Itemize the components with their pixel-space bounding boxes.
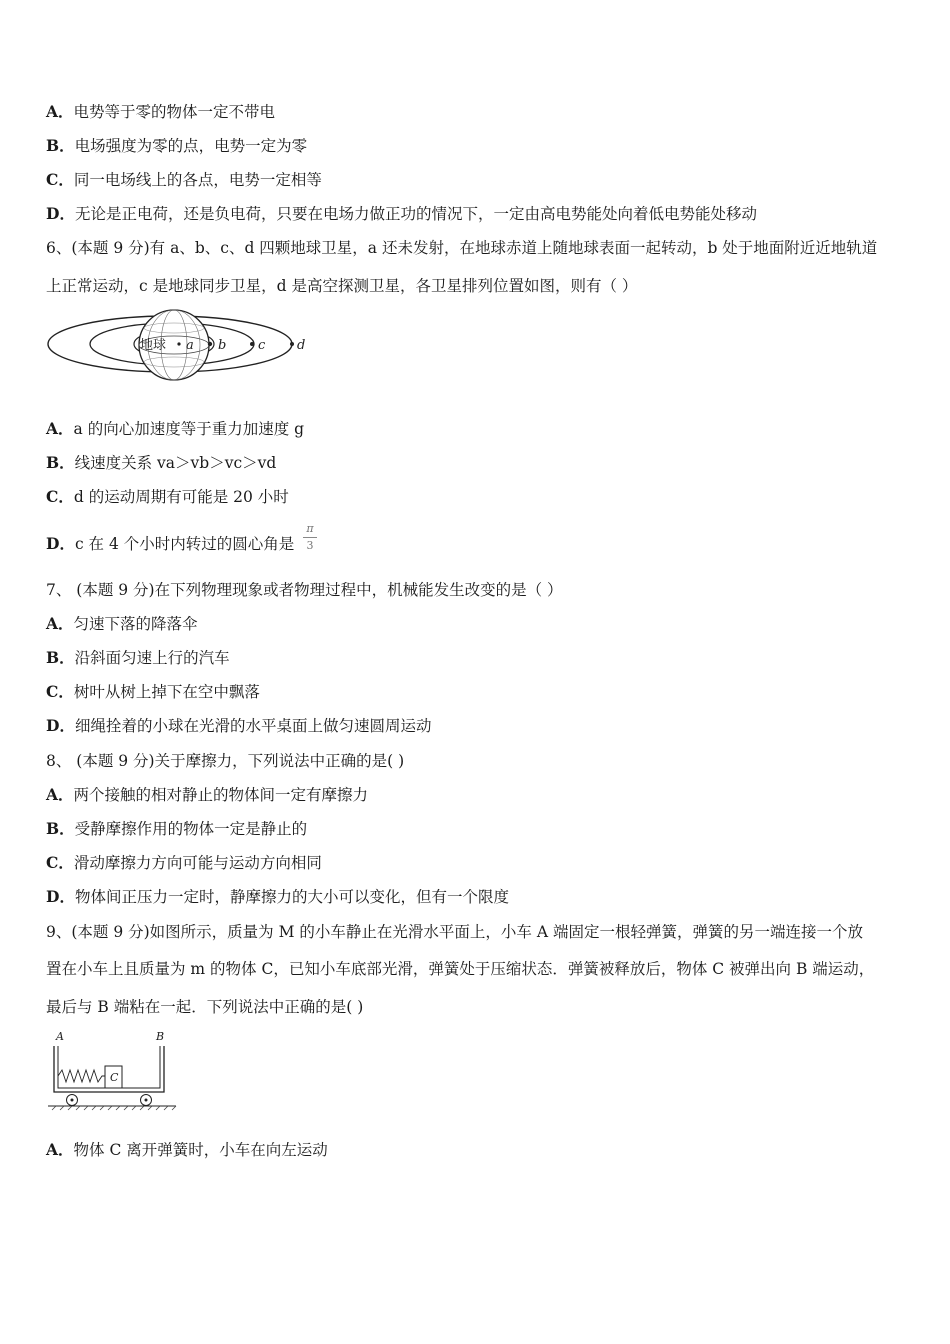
q7-option-d: D．细绳拴着的小球在光滑的水平桌面上做匀速圆周运动 <box>46 716 432 735</box>
q5-option-d: D．无论是正电荷，还是负电荷，只要在电场力做正功的情况下，一定由高电势能处向着低电势能处移动 <box>46 204 757 223</box>
q9-stem-line3: 最后与 B 端粘在一起．下列说法中正确的是( ) <box>46 998 364 1016</box>
satellite-b-dot <box>208 342 212 346</box>
fraction-denominator: 3 <box>306 539 314 552</box>
q9-stem-line1: 9、(本题 9 分)如图所示，质量为 M 的小车静止在光滑水平面上，小车 A 端固定一根轻弹簧，弹簧的另一端连接一个放 <box>46 923 863 941</box>
satellite-c-label: c <box>258 338 266 353</box>
q6-stem-line1: 6、(本题 9 分)有 a、b、c、d 四颗地球卫星，a 还未发射，在地球赤道上随地球表面一起转动，b 处于地面附近近地轨道 <box>46 239 878 257</box>
fraction-numerator: π <box>306 522 314 535</box>
q7-option-b: B．沿斜面匀速上行的汽车 <box>46 648 230 667</box>
q7-option-a: A．匀速下落的降落伞 <box>46 614 198 633</box>
q9-stem-line2: 置在小车上且质量为 m 的物体 C，已知小车底部光滑，弹簧处于压缩状态．弹簧被释放后，物体 C 被弹出向 B 端运动， <box>46 960 875 978</box>
q6-option-c: C．d 的运动周期有可能是 20 小时 <box>46 487 289 506</box>
q5-option-a: A．电势等于零的物体一定不带电 <box>46 102 276 121</box>
q6-orbit-figure <box>46 308 316 383</box>
q5-option-b: B．电场强度为零的点，电势一定为零 <box>46 136 308 155</box>
satellite-a-label: a <box>186 338 194 353</box>
spring <box>58 1070 105 1082</box>
q8-stem: 8、 (本题 9 分)关于摩擦力，下列说法中正确的是( ) <box>46 752 405 770</box>
q7-option-c: C．树叶从树上掉下在空中飘落 <box>46 682 260 701</box>
q9-option-a: A．物体 C 离开弹簧时，小车在向左运动 <box>46 1140 328 1159</box>
q6-option-a: A．a 的向心加速度等于重力加速度 g <box>46 419 305 438</box>
cart-end-a-label: A <box>56 1030 64 1043</box>
q5-option-c: C．同一电场线上的各点，电势一定相等 <box>46 170 322 189</box>
satellite-c-dot <box>250 342 254 346</box>
q8-option-d: D．物体间正压力一定时，静摩擦力的大小可以变化，但有一个限度 <box>46 887 509 906</box>
cart-end-b-label: B <box>156 1030 165 1043</box>
q6-stem-line2: 上正常运动，c 是地球同步卫星，d 是高空探测卫星，各卫星排列位置如图，则有（ ） <box>46 277 638 295</box>
satellite-b-label: b <box>218 338 227 353</box>
satellite-d-label: d <box>297 338 306 353</box>
q7-stem: 7、 (本题 9 分)在下列物理现象或者物理过程中，机械能发生改变的是（ ） <box>46 581 563 599</box>
q6-option-d: D．c 在 4 个小时内转过的圆心角是 <box>46 534 295 553</box>
q8-option-b: B．受静摩擦作用的物体一定是静止的 <box>46 819 308 838</box>
q8-option-a: A．两个接触的相对静止的物体间一定有摩擦力 <box>46 785 369 804</box>
earth-label: 地球 <box>140 338 167 353</box>
q6-option-b: B．线速度关系 va＞vb＞vc＞vd <box>46 453 277 472</box>
block-c-label: C <box>110 1071 119 1084</box>
satellite-d-dot <box>290 342 294 346</box>
q9-cart-figure <box>44 1028 184 1113</box>
satellite-a-dot <box>177 342 180 345</box>
q8-option-c: C．滑动摩擦力方向可能与运动方向相同 <box>46 853 322 872</box>
fraction-pi-over-3 <box>303 522 317 553</box>
